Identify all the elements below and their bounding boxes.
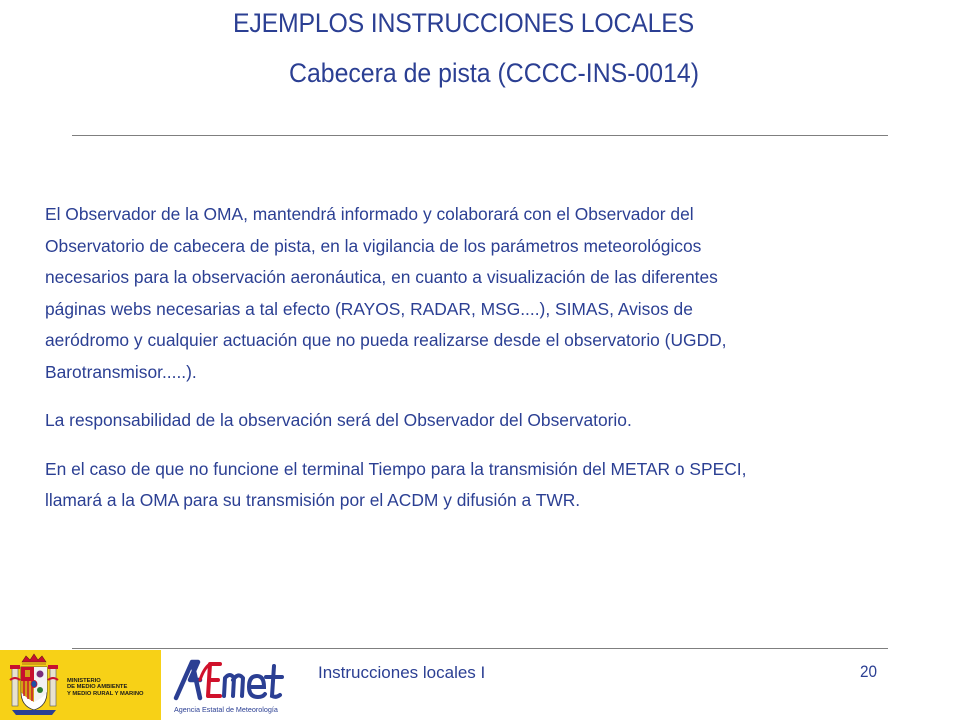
bottom-divider xyxy=(72,648,888,649)
paragraph-3: En el caso de que no funcione el terminal Tiempo para la transmisión del METAR o SPECI, llamará a la OMA para su transmisión por el ACDM y difusión a TWR. xyxy=(45,458,747,510)
paragraph-1: El Observador de la OMA, mantendrá informado y colaborará con el Observador del Observatorio de cabecera de pista, en la vigilancia de los parámetros meteorológicos necesarios para la observación aeronáutica, en cuanto a visualización de las diferentes páginas webs necesarias a tal efecto (RAYOS, RADAR, MSG....), SIMAS, Avisos de aeródromo y cualquier actuación que no pueda realizarse desde el observatorio (UGDD, Barotransmisor.....). xyxy=(45,204,727,382)
page-number: 20 xyxy=(860,662,878,681)
aemet-tagline: Agencia Estatal de Meteorología xyxy=(174,705,278,714)
ministry-name: MINISTERIO DE MEDIO AMBIENTE Y MEDIO RURAL Y MARINO xyxy=(67,678,144,697)
coat-of-arms-icon xyxy=(4,652,64,718)
paragraph-2: La responsabilidad de la observación será del Observador del Observatorio. xyxy=(45,410,632,430)
top-divider xyxy=(72,135,888,136)
page-title: EJEMPLOS INSTRUCCIONES LOCALES xyxy=(233,8,695,38)
footer-label: Instrucciones locales I xyxy=(318,663,486,682)
body-text xyxy=(45,199,925,534)
ministry-logo xyxy=(0,650,161,720)
page-subtitle: Cabecera de pista (CCCC-INS-0014) xyxy=(289,58,700,88)
aemet-logo xyxy=(170,656,290,718)
